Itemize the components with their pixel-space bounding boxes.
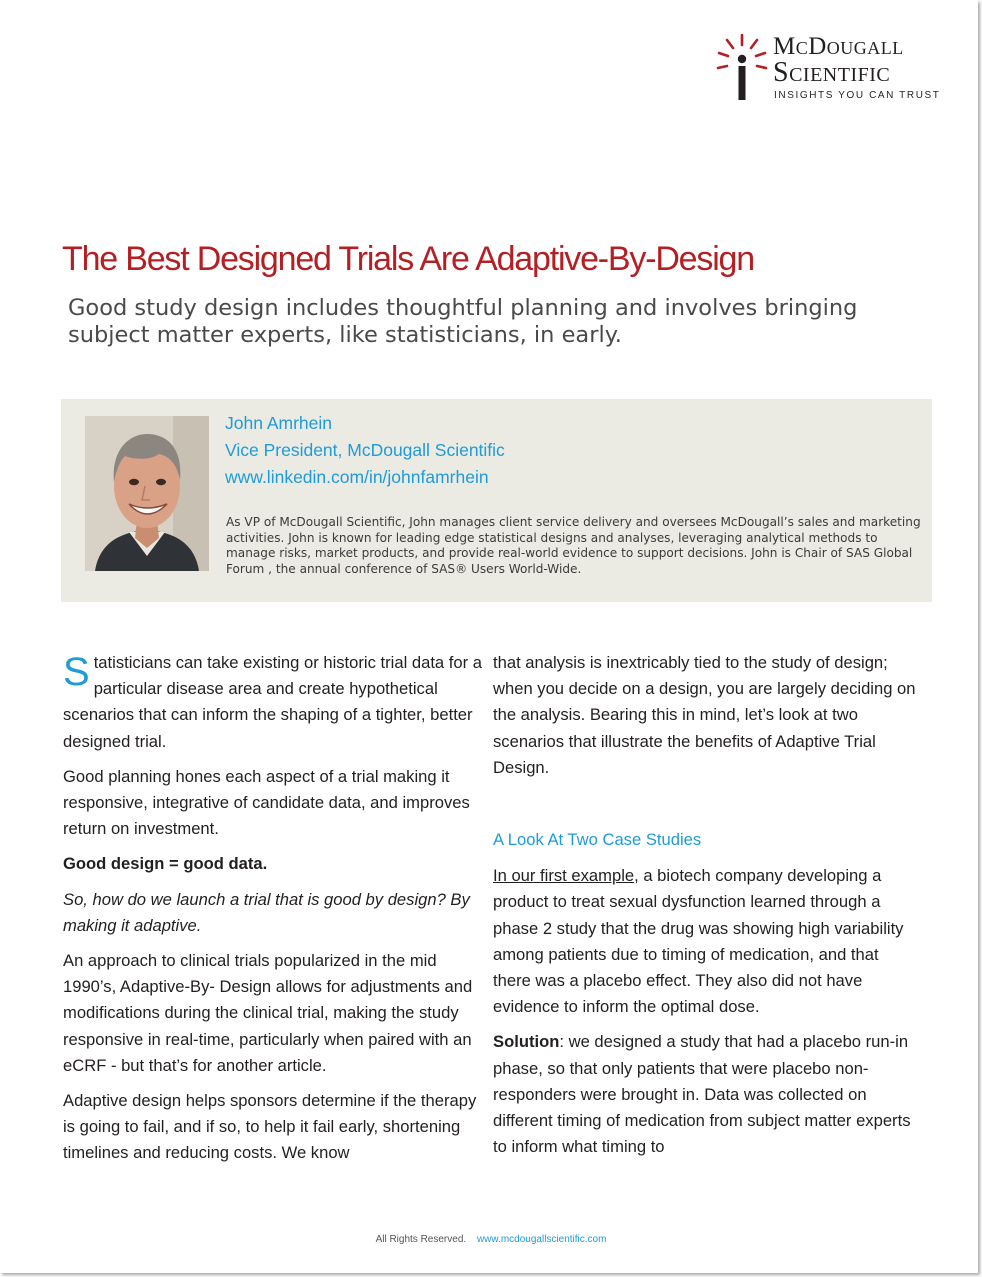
author-role: Vice President, McDougall Scientific — [225, 440, 505, 460]
paragraph-solution — [493, 1029, 918, 1160]
article-column-left — [63, 650, 487, 1176]
example-text: , a biotech company developing a product to treat sexual dysfunction learned through a phase 2 study that the drug was showing high variability among patients due to timing of medication, and that there was a placebo effect. They also did not have evidence to inform the optimal dose. — [493, 866, 904, 1017]
author-linkedin-link[interactable]: www.linkedin.com/in/johnfamrhein — [225, 467, 489, 487]
paragraph-approach: An approach to clinical trials popularized in the mid 1990’s, Adaptive-By- Design allows for adjustments and modifications during the clinical trial, making the study responsive in real-time, particularly when paired with an eCRF - but that’s for another article. — [63, 951, 473, 1075]
logo-tagline: INSIGHTS YOU CAN TRUST — [774, 90, 941, 101]
author-photo — [85, 416, 209, 571]
author-name: John Amrhein — [225, 413, 333, 433]
paragraph-analysis: that analysis is inextricably tied to the study of design; when you decide on a design, you are largely deciding on the analysis. Bearing this in mind, let’s look at two scenarios that illustrate the benefits of Adaptive Trial Design. — [493, 653, 916, 777]
logo-line2: Scientific — [773, 57, 891, 88]
footer-rights: All Rights Reserved. — [375, 1234, 467, 1245]
logo-line1: McDougall — [773, 33, 904, 60]
author-bio-text: As VP of McDougall Scientific, John manages client service delivery and oversees McDougall’s sales and marketing activities. John is known for leading edge statistical designs and analyses, leveraging analytical methods to manage risks, market products, and provide real-world evidence to support decisions. John is Chair of SAS Global Forum , the annual conference of SAS® Users World-Wide. — [226, 515, 921, 576]
paragraph-example — [493, 863, 918, 1020]
article-column-right — [493, 650, 918, 1169]
paragraph-adaptive: Adaptive design helps sponsors determine if the therapy is going to fail, and if so, to help it fail early, shortening timelines and reducing costs. We know — [63, 1091, 477, 1163]
page-title: The Best Designed Trials Are Adaptive-By-Design — [62, 240, 754, 278]
solution-text: : we designed a study that had a placebo run-in phase, so that only patients that were placebo non-responders were brought in. Data was collected on different timing of medication from subject matter experts to inform what timing to — [493, 1032, 911, 1157]
paragraph-question: So, how do we launch a trial that is good by design? By making it adaptive. — [63, 889, 470, 935]
paragraph-intro-text: tatisticians can take existing or historic trial data for a particular disease area and create hypothetical scenarios that can inform the shaping of a tighter, better designed trial. — [63, 653, 482, 751]
drop-cap: S — [63, 650, 90, 694]
author-portrait-icon — [85, 416, 209, 571]
paragraph-planning: Good planning hones each aspect of a trial making it responsive, integrative of candidate data, and improves return on investment. — [63, 766, 470, 839]
author-bio-box — [61, 399, 932, 602]
page-subtitle: Good study design includes thoughtful planning and involves bringing subject matter experts, like statisticians, in early. — [68, 295, 858, 348]
logo-starburst-icon — [714, 32, 770, 102]
footer-website-link[interactable]: www.mcdougallscientific.com — [476, 1234, 607, 1245]
page-footer — [0, 1234, 982, 1245]
section-heading: A Look At Two Case Studies — [493, 830, 702, 850]
paragraph-good-design: Good design = good data. — [63, 854, 268, 874]
company-logo — [714, 32, 954, 104]
solution-lead: Solution — [493, 1032, 560, 1052]
example-lead: In our first example — [493, 866, 635, 886]
paragraph-intro — [63, 650, 487, 755]
